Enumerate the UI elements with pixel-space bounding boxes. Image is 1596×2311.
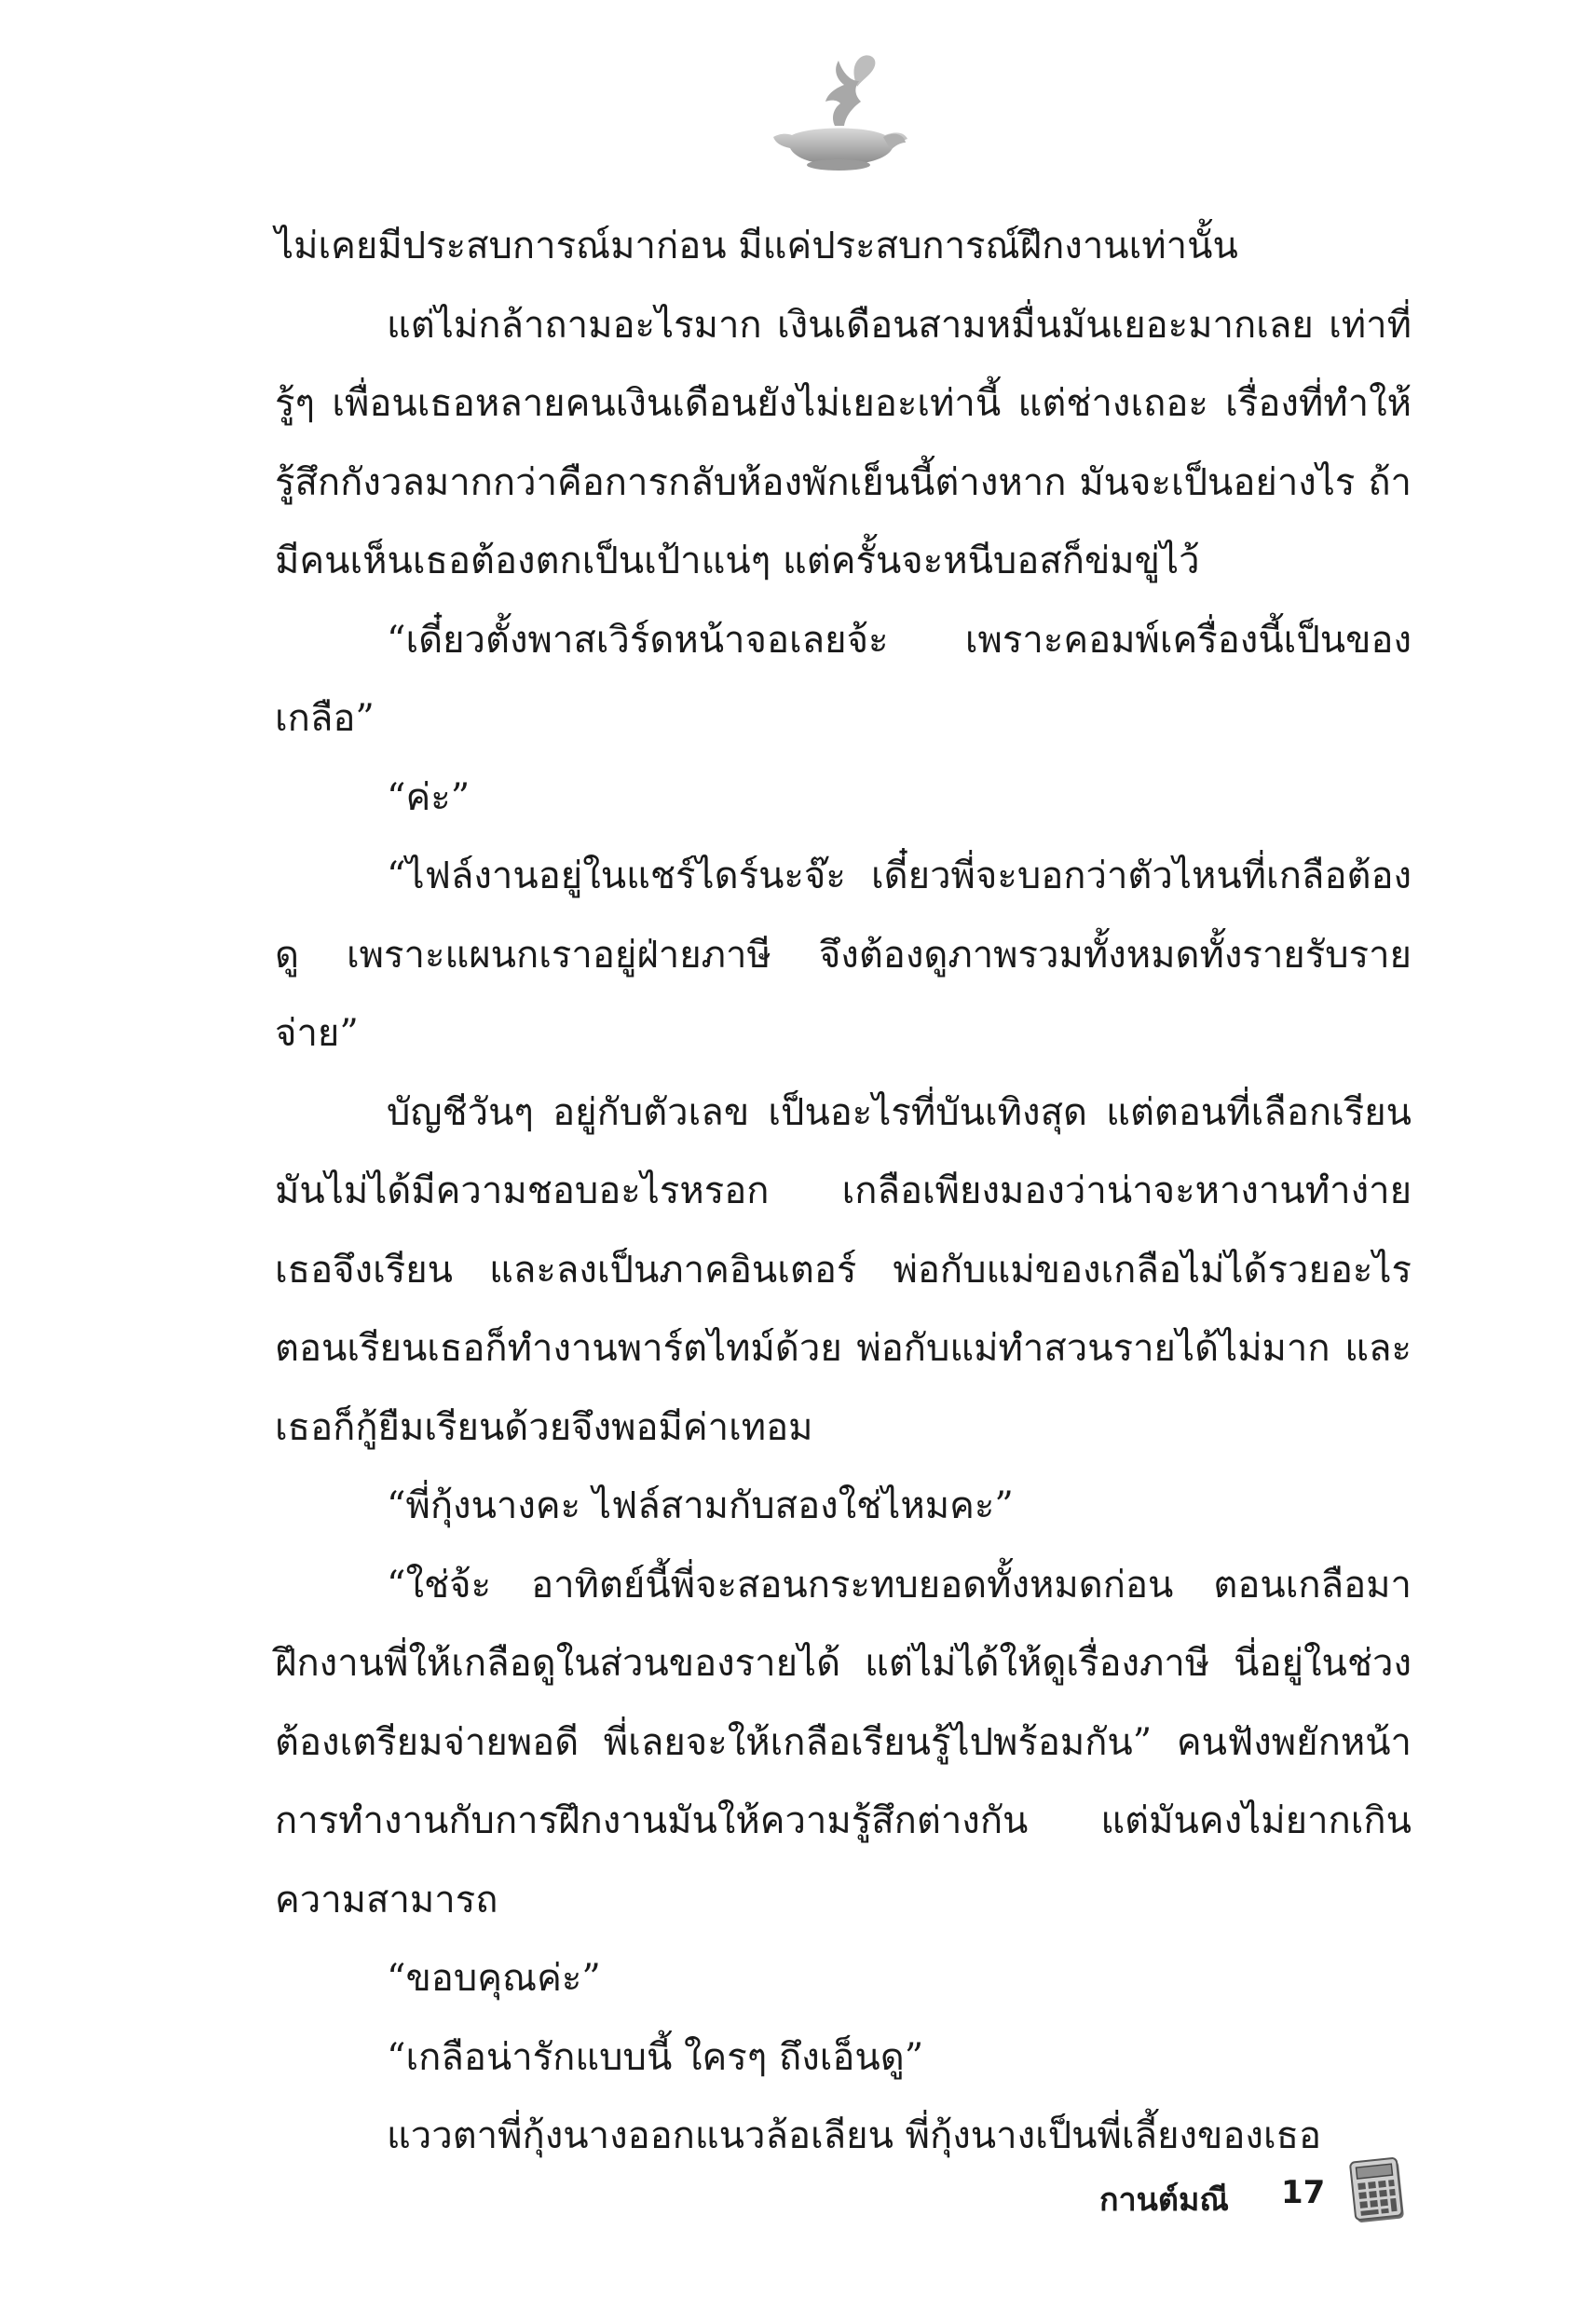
genie-lamp-icon [773,51,913,172]
paragraph: ไม่เคยมีประสบการณ์มาก่อน มีแค่ประสบการณ์ฝึกงานเท่านั้น [275,225,1238,267]
calculator-icon [1349,2157,1407,2224]
body-text [275,207,1412,2176]
page-number: 17 [1281,2174,1326,2211]
paragraph: “ไฟล์งานอยู่ในแชร์ไดร์นะจ๊ะ เดี๋ยวพี่จะบอกว่าตัวไหนที่เกลือต้องดู เพราะแผนกเราอยู่ฝ่ายภาษี จึงต้องดูภาพรวมทั้งหมดทั้งรายรับรายจ่าย” [275,855,1412,1055]
paragraph: “ขอบคุณค่ะ” [387,1957,601,2000]
paragraph: “ค่ะ” [387,775,471,819]
paragraph: แต่ไม่กล้าถามอะไรมาก เงินเดือนสามหมื่นมันเยอะมากเลย เท่าที่รู้ๆ เพื่อนเธอหลายคนเงินเดือนยังไม่เยอะเท่านี้ แต่ช่างเถอะ เรื่องที่ทำให้รู้สึกกังวลมากกว่าคือการกลับห้องพักเย็นนี้ต่างหาก มันจะเป็นอย่างไร ถ้ามีคนเห็นเธอต้องตกเป็นเป้าแน่ๆ แต่ครั้นจะหนีบอสก็ข่มขู่ไว้ [275,303,1412,582]
paragraph: “เดี๋ยวตั้งพาสเวิร์ดหน้าจอเลยจ้ะ เพราะคอมพ์เครื่องนี้เป็นของเกลือ” [275,618,1412,740]
footer-author: กานต์มณี [1099,2181,1229,2219]
paragraph: “เกลือน่ารักแบบนี้ ใครๆ ถึงเอ็นดู” [387,2035,924,2079]
paragraph: แววตาพี่กุ้งนางออกแนวล้อเลียน พี่กุ้งนางเป็นพี่เลี้ยงของเธอ [387,2114,1322,2157]
paragraph: “ใช่จ้ะ อาทิตย์นี้พี่จะสอนกระทบยอดทั้งหมดก่อน ตอนเกลือมาฝึกงานพี่ให้เกลือดูในส่วนของรายได้ แต่ไม่ได้ให้ดูเรื่องภาษี นี่อยู่ในช่วงต้องเตรียมจ่ายพอดี พี่เลยจะให้เกลือเรียนรู้ไปพร้อมกัน” คนฟังพยักหน้า การทำงานกับการฝึกงานมันให้ความรู้สึกต่างกัน แต่มันคงไม่ยากเกินความสามารถ [275,1563,1412,1921]
paragraph: “พี่กุ้งนางคะ ไฟล์สามกับสองใช่ไหมคะ” [387,1484,1014,1527]
page-footer [1099,2157,1416,2232]
paragraph: บัญชีวันๆ อยู่กับตัวเลข เป็นอะไรที่บันเทิงสุด แต่ตอนที่เลือกเรียนมันไม่ได้มีความชอบอะไรหรอก เกลือเพียงมองว่าน่าจะหางานทำง่าย เธอจึงเรียน และลงเป็นภาคอินเตอร์ พ่อกับแม่ของเกลือไม่ได้รวยอะไร ตอนเรียนเธอก็ทำงานพาร์ตไทม์ด้วย พ่อกับแม่ทำสวนรายได้ไม่มาก และเธอก็กู้ยืมเรียนด้วยจึงพอมีค่าเทอม [275,1090,1412,1449]
